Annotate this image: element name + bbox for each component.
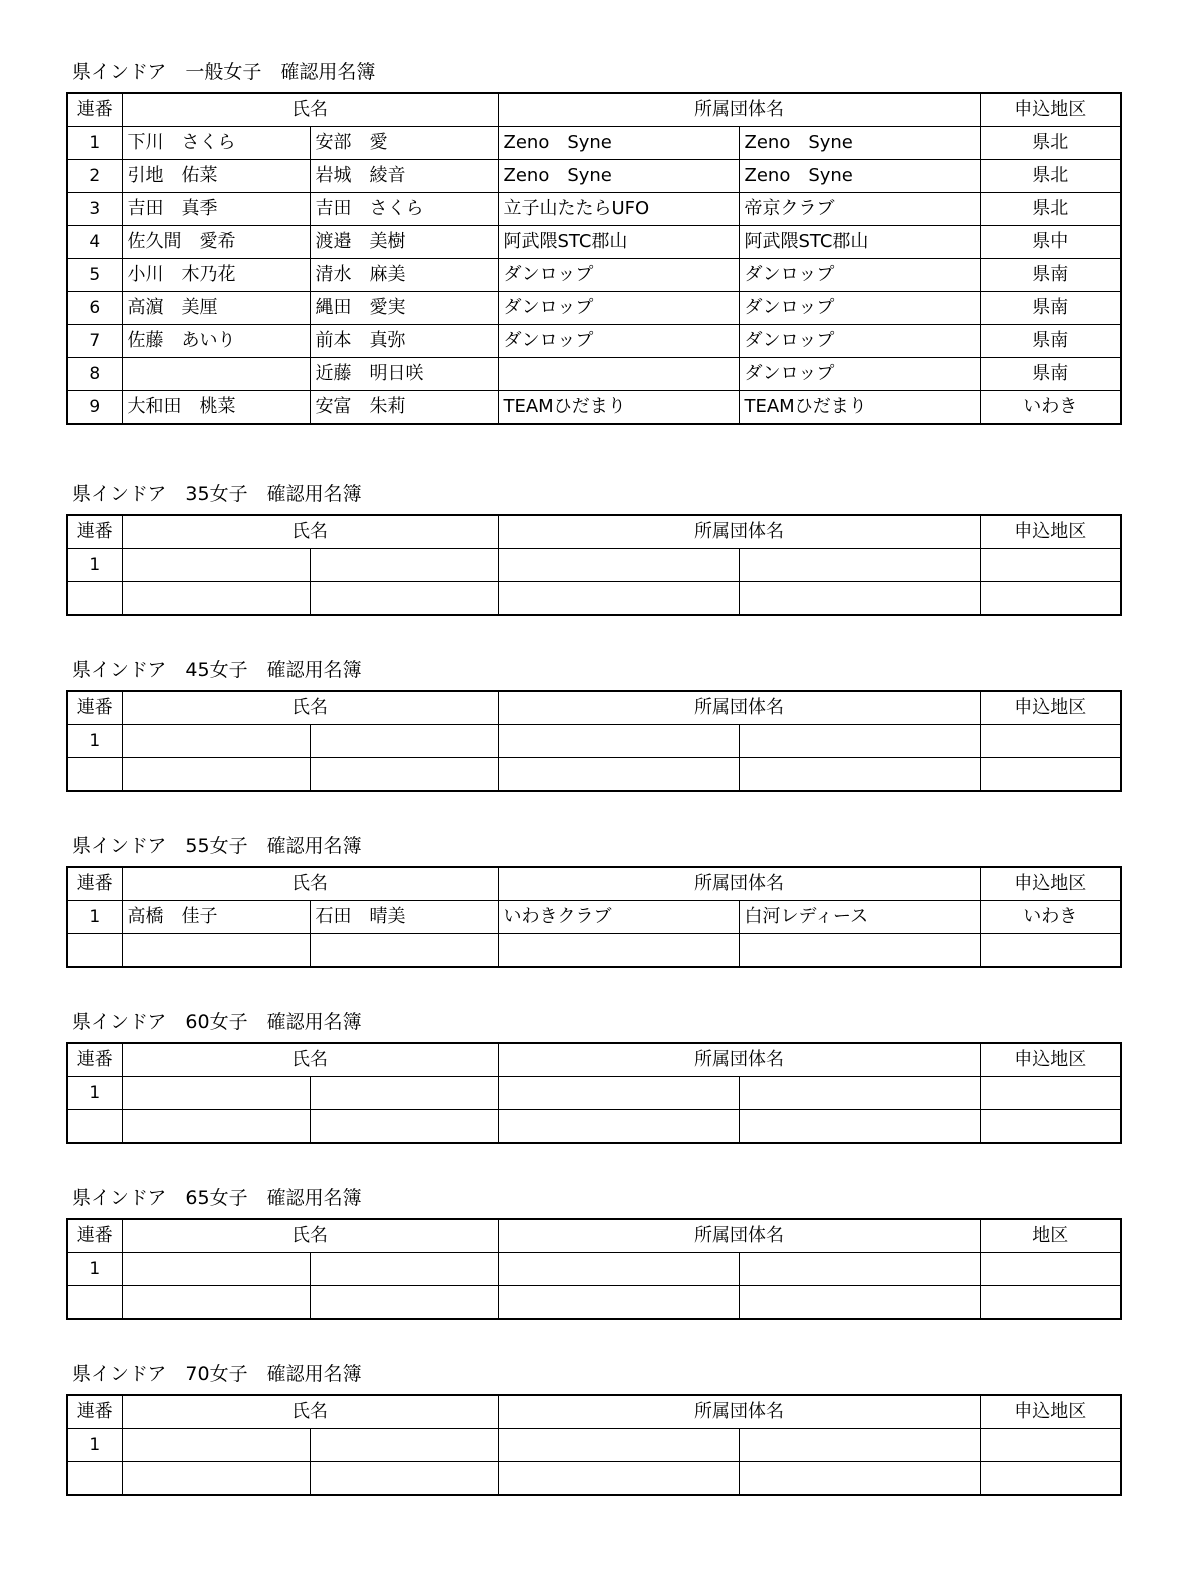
section-title: 県インドア 65女子 確認用名簿 [72,1187,362,1209]
player-org-2: ダンロップ [739,325,980,358]
table-row [67,226,1121,259]
player-name-1 [122,582,310,616]
header-no: 連番 [67,1043,122,1077]
table-row [67,160,1121,193]
section-title: 県インドア 70女子 確認用名簿 [72,1363,362,1385]
player-name-2: 前本 真弥 [310,325,498,358]
section-45 [66,659,1120,792]
section-general [66,61,1120,425]
header-region: 申込地区 [980,691,1121,725]
row-number: 1 [67,549,122,582]
player-name-2 [310,934,498,968]
table-row [67,549,1121,582]
header-row [67,691,1121,725]
player-name-1: 佐久間 愛希 [122,226,310,259]
region: 県北 [980,193,1121,226]
region: 県南 [980,259,1121,292]
player-org-1 [498,1429,739,1462]
region: 県北 [980,160,1121,193]
header-no: 連番 [67,93,122,127]
header-name: 氏名 [122,93,498,127]
header-org: 所属団体名 [498,691,980,725]
player-name-2 [310,1253,498,1286]
region: いわき [980,391,1121,425]
region [980,1429,1121,1462]
player-org-2: ダンロップ [739,259,980,292]
player-org-1 [498,1286,739,1320]
player-name-1 [122,1429,310,1462]
section-55 [66,835,1120,968]
row-number [67,1286,122,1320]
header-name: 氏名 [122,867,498,901]
player-name-2 [310,549,498,582]
row-number: 1 [67,901,122,934]
header-no: 連番 [67,867,122,901]
region [980,1462,1121,1496]
row-number: 4 [67,226,122,259]
player-org-1: 阿武隈STC郡山 [498,226,739,259]
section-60 [66,1011,1120,1144]
player-name-1 [122,1462,310,1496]
section-65 [66,1187,1120,1320]
player-name-1 [122,358,310,391]
player-org-1 [498,1462,739,1496]
section-title: 県インドア 55女子 確認用名簿 [72,835,362,857]
table-row [67,391,1121,425]
region: いわき [980,901,1121,934]
player-name-1: 小川 木乃花 [122,259,310,292]
player-org-1 [498,725,739,758]
player-org-1: TEAMひだまり [498,391,739,425]
player-org-2: 白河レディース [739,901,980,934]
row-number: 1 [67,725,122,758]
player-org-2 [739,1429,980,1462]
row-number [67,758,122,792]
header-name: 氏名 [122,515,498,549]
player-name-1 [122,1110,310,1144]
table-row [67,1429,1121,1462]
region: 県南 [980,325,1121,358]
header-org: 所属団体名 [498,1395,980,1429]
player-name-2 [310,725,498,758]
header-name: 氏名 [122,1395,498,1429]
region [980,549,1121,582]
player-org-1: いわきクラブ [498,901,739,934]
header-row [67,515,1121,549]
table-row [67,1462,1121,1496]
header-region: 申込地区 [980,93,1121,127]
header-org: 所属団体名 [498,1043,980,1077]
player-name-2: 安富 朱莉 [310,391,498,425]
player-name-1 [122,1253,310,1286]
player-name-2 [310,1110,498,1144]
row-number: 1 [67,1253,122,1286]
roster-table [66,866,1122,968]
player-name-2 [310,1077,498,1110]
region [980,758,1121,792]
row-number: 9 [67,391,122,425]
player-org-1: ダンロップ [498,259,739,292]
player-name-1 [122,725,310,758]
player-org-2 [739,582,980,616]
roster-table [66,514,1122,616]
header-org: 所属団体名 [498,867,980,901]
row-number [67,934,122,968]
player-name-2: 石田 晴美 [310,901,498,934]
region [980,934,1121,968]
player-name-1: 高濵 美厘 [122,292,310,325]
region [980,1110,1121,1144]
region [980,725,1121,758]
player-org-1 [498,1110,739,1144]
header-no: 連番 [67,515,122,549]
player-name-1: 大和田 桃菜 [122,391,310,425]
section-title: 県インドア 60女子 確認用名簿 [72,1011,362,1033]
table-row [67,358,1121,391]
header-row [67,1219,1121,1253]
header-org: 所属団体名 [498,93,980,127]
header-name: 氏名 [122,1043,498,1077]
player-name-1 [122,549,310,582]
section-35 [66,483,1120,616]
player-org-2: Zeno Syne [739,127,980,160]
player-name-2: 安部 愛 [310,127,498,160]
player-name-1 [122,758,310,792]
player-name-2: 近藤 明日咲 [310,358,498,391]
region [980,1077,1121,1110]
player-org-2: 阿武隈STC郡山 [739,226,980,259]
table-row [67,127,1121,160]
table-row [67,292,1121,325]
header-region: 申込地区 [980,515,1121,549]
player-org-2 [739,758,980,792]
header-row [67,1395,1121,1429]
player-name-1 [122,1077,310,1110]
player-name-1: 佐藤 あいり [122,325,310,358]
table-row [67,325,1121,358]
player-org-2 [739,1462,980,1496]
row-number [67,1462,122,1496]
table-row [67,934,1121,968]
roster-table [66,1042,1122,1144]
header-row [67,867,1121,901]
table-row [67,901,1121,934]
header-org: 所属団体名 [498,1219,980,1253]
row-number [67,1110,122,1144]
row-number: 1 [67,1077,122,1110]
player-name-1 [122,1286,310,1320]
player-name-2 [310,582,498,616]
header-region: 申込地区 [980,867,1121,901]
player-org-2 [739,1286,980,1320]
region [980,1253,1121,1286]
row-number: 8 [67,358,122,391]
player-name-2: 渡邉 美樹 [310,226,498,259]
row-number: 2 [67,160,122,193]
player-org-2: ダンロップ [739,358,980,391]
region: 県中 [980,226,1121,259]
row-number: 5 [67,259,122,292]
table-row [67,758,1121,792]
table-row [67,1253,1121,1286]
player-name-1: 引地 佑菜 [122,160,310,193]
player-org-1 [498,1253,739,1286]
table-row [67,582,1121,616]
header-name: 氏名 [122,1219,498,1253]
section-title: 県インドア 一般女子 確認用名簿 [72,61,376,83]
header-org: 所属団体名 [498,515,980,549]
roster-table [66,1218,1122,1320]
region: 県南 [980,292,1121,325]
player-org-1 [498,582,739,616]
row-number: 1 [67,1429,122,1462]
player-name-2: 縄田 愛実 [310,292,498,325]
player-name-2: 吉田 さくら [310,193,498,226]
section-70 [66,1363,1120,1496]
player-org-2: ダンロップ [739,292,980,325]
player-org-2 [739,934,980,968]
region [980,1286,1121,1320]
table-row [67,1077,1121,1110]
player-org-1: ダンロップ [498,325,739,358]
header-region: 申込地区 [980,1043,1121,1077]
player-org-2 [739,1077,980,1110]
row-number [67,582,122,616]
player-name-2 [310,758,498,792]
section-title: 県インドア 45女子 確認用名簿 [72,659,362,681]
roster-table [66,92,1122,425]
row-number: 1 [67,127,122,160]
row-number: 3 [67,193,122,226]
player-org-1 [498,1077,739,1110]
player-name-1: 吉田 真季 [122,193,310,226]
player-org-1: 立子山たたらUFO [498,193,739,226]
region: 県南 [980,358,1121,391]
player-org-2: 帝京クラブ [739,193,980,226]
player-name-1 [122,934,310,968]
player-org-2: Zeno Syne [739,160,980,193]
header-name: 氏名 [122,691,498,725]
player-org-1: Zeno Syne [498,160,739,193]
section-title: 県インドア 35女子 確認用名簿 [72,483,362,505]
roster-table [66,690,1122,792]
player-org-1 [498,758,739,792]
roster-table [66,1394,1122,1496]
table-row [67,725,1121,758]
header-row [67,1043,1121,1077]
player-org-2 [739,1110,980,1144]
player-org-2 [739,725,980,758]
player-name-2: 岩城 綾音 [310,160,498,193]
table-row [67,259,1121,292]
header-region: 地区 [980,1219,1121,1253]
player-name-2 [310,1429,498,1462]
player-org-2: TEAMひだまり [739,391,980,425]
region [980,582,1121,616]
header-no: 連番 [67,1395,122,1429]
player-name-1: 高橋 佳子 [122,901,310,934]
player-name-2 [310,1286,498,1320]
table-row [67,1286,1121,1320]
header-region: 申込地区 [980,1395,1121,1429]
player-org-2 [739,549,980,582]
region: 県北 [980,127,1121,160]
header-row [67,93,1121,127]
player-name-2 [310,1462,498,1496]
header-no: 連番 [67,691,122,725]
player-org-2 [739,1253,980,1286]
player-org-1 [498,549,739,582]
player-name-1: 下川 さくら [122,127,310,160]
player-org-1: Zeno Syne [498,127,739,160]
player-org-1 [498,934,739,968]
table-row [67,1110,1121,1144]
player-org-1: ダンロップ [498,292,739,325]
player-org-1 [498,358,739,391]
row-number: 6 [67,292,122,325]
row-number: 7 [67,325,122,358]
player-name-2: 清水 麻美 [310,259,498,292]
table-row [67,193,1121,226]
header-no: 連番 [67,1219,122,1253]
